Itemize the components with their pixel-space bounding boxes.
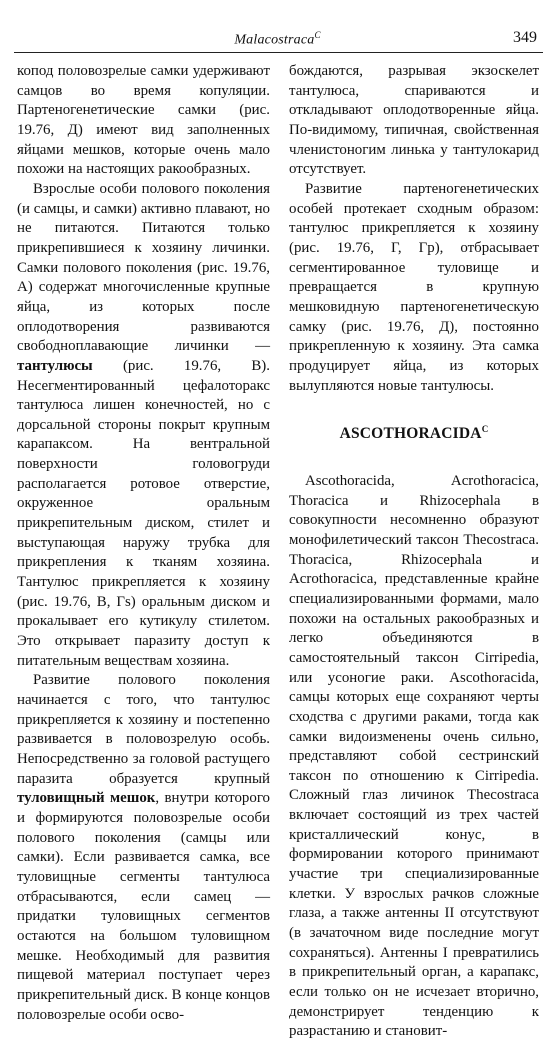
left-paragraph-2 bbox=[17, 180, 270, 671]
section-heading bbox=[289, 420, 539, 444]
page-number: 349 bbox=[513, 29, 537, 46]
header-rule bbox=[14, 52, 543, 53]
section-heading-sup: C bbox=[481, 424, 489, 435]
right-paragraph-1: бождаются, разрывая экзоскелет тантулюса, спариваются и откладывают оплодотворенные яйца. По-видимому, типичная, свойственная членистоногим линька у тантулокарид отсутствует. bbox=[289, 63, 539, 178]
term-tantulus: тантулюсы bbox=[17, 357, 93, 374]
running-title-text: Malacostraca bbox=[234, 32, 315, 48]
left-paragraph-2-text-a: Взрослые особи полового поколения (и самцы, и самки) активно плавают, но не питаются. Питаются только прикрепившиеся к хозяину личинки. Самки полового поколения (рис. 19.76, А) содержат многочисленные крупные яйца, из которых после оплодотворения развиваются свободноплавающие личинки — bbox=[17, 180, 270, 355]
right-column bbox=[289, 62, 539, 1042]
running-header bbox=[14, 28, 541, 50]
right-paragraph-3: Ascothoracida, Acrothoracica, Thoracica и Rhizocephala в совокупности несомненно образуют монофилетический таксон Thecostraca. Thoracica, Rhizocephala и Acrothoracica, представленные крайне специализированными формами, мало похожи на остальных ракообразных и легко объединяются в самостоятельный таксон Cirripedia, или усоногие раки. Ascothoracida, самцы которых еще сохраняют черты сходства с другими раками, тогда как самки видоизменены очень сильно, представляют собой сестринский таксон по отношению к Cirripedia. Сложный глаз личинок Thecostraca включает состоящий из трех частей кристаллический конус, в формировании которого принимают участие три специализированные клетки. У взрослых рачков сложные глаза, а также антенны II отсутствуют (в зачаточном виде последние могут сохраняться). Антенны I превратились в прикрепительный орган, а карапакс, если только он не исчезает вторично, демонстрирует тенденцию к разрастанию и становит- bbox=[289, 472, 539, 1040]
left-paragraph-3-text-a: Развитие полового поколения начинается с того, что тантулюс прикрепляется к хозяину и постепенно развивается в половозрелую особь. Непосредственно за головой растущего паразита образуется крупный bbox=[17, 672, 270, 787]
right-paragraph-2: Развитие партеногенетических особей протекает сходным образом: тантулюс прикрепляется к хозяину (рис. 19.76, Г, Гp), отбрасывает сегментированное туловище и превращается в крупную мешковидную партеногенетическую самку (рис. 19.76, Д), постоянно прикрепленную к хозяину. Эта самка продуцирует яйца, из которых вылупляются новые тантулюсы. bbox=[289, 180, 539, 394]
section-heading-text: ASCOTHORACIDA bbox=[339, 425, 482, 443]
running-title bbox=[14, 30, 541, 49]
left-paragraph-3 bbox=[17, 671, 270, 1025]
term-trunk-sac: туловищный мешок bbox=[17, 790, 156, 807]
running-title-sup: C bbox=[314, 30, 321, 40]
left-paragraph-3-text-b: , внутри которого и формируются половозрелые особи полового поколения (самцы или самки). Если развивается самка, все туловищные сегменты тантулюса отбрасываются, если самец — придатки туловищных сегментов остаются на большом туловищном мешке. Необходимый для развития пищевой материал поступает через прикрепительный диск. В конце концов половозрелые особи осво- bbox=[17, 790, 270, 1023]
left-column bbox=[17, 62, 270, 1025]
left-paragraph-2-text-b: (рис. 19.76, В). Несегментированный цефалоторакс тантулюса лишен конечностей, но с дорсальной стороны покрыт крупным карапаксом. На вентральной поверхности головогруди располагается ротовое отверстие, окруженное оральным прикрепительным диском, стилет и выступающая наружу трубка для прикрепления к тканям хозяина. Тантулюс прикрепляется к хозяину (рис. 19.76, В, Гs) оральным диском и прокалывает его кутикулу стилетом. Это открывает паразиту доступ к питательным веществам хозяина. bbox=[17, 357, 270, 669]
left-paragraph-1: копод половозрелые самки удерживают самцов во время копуляции. Партеногенетические самки (рис. 19.76, Д) имеют вид заполненных яйцами мешков, которые очень мало похожи на настоящих ракообразных. bbox=[17, 63, 270, 178]
